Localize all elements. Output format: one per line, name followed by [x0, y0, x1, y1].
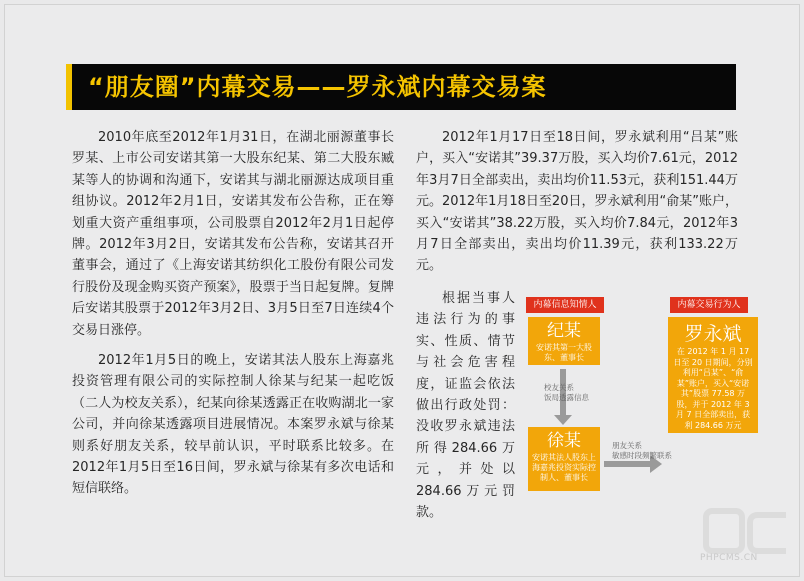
ji-name: 纪某: [547, 321, 581, 341]
xu-desc: 安诺其法人股东上海嘉兆投资实际控制人、董事长: [532, 453, 596, 482]
paragraph-penalty: 根据当事人违法行为的事实、性质、情节与社会危害程度，证监会依法做出行政处罚：没收罗永斌违法所得284.66万元，并处以284.66万元罚款。: [416, 291, 515, 521]
luo-name: 罗永斌: [684, 323, 742, 345]
luo-box: [668, 317, 758, 433]
paragraph-dinner: 2012年1月5日的晚上，安诺其法人股东上海嘉兆投资管理有限公司的实际控制人徐某与纪某一起吃饭（二人为校友关系），纪某向徐某透露正在收购湖北一家公司，并向徐某透露项目进展情况。本案罗永斌与徐某则系好朋友关系，较早前认识，平时联系比较多。在2012年1月5日至16日间，罗永斌与徐某有多次电话和短信联络。: [72, 353, 394, 497]
title-bar: [66, 64, 736, 110]
trader-tag: 内幕交易行为人: [670, 297, 748, 313]
paragraph-trading: 2012年1月17日至18日间，罗永斌利用“吕某”账户，买入“安诺其”39.37万股，买入均价7.61元，2012年3月7日全部卖出，卖出均价11.53元，获利151.44万元。2012年1月18日至20日，罗永斌利用“俞某”账户，买入“安诺其”38.22万股，买入均价7.84元，2012年3月7日全部卖出，卖出均价11.39元，获利133.22万元。: [416, 130, 738, 274]
ji-desc: 安诺其第一大股东、董事长: [536, 343, 592, 362]
title-accent-stripe: [66, 64, 72, 110]
insider-tag: 内幕信息知情人: [526, 297, 604, 313]
page-title: “朋友圈”内幕交易——罗永斌内幕交易案: [88, 73, 547, 101]
paragraph-background: 2010年底至2012年1月31日，在湖北丽源董事长罗某、上市公司安诺其第一大股东纪某、第二大股东臧某等人的协调和沟通下，安诺其与湖北丽源达成项目重组协议。2012年2月1日，安诺其发布公告称，正在筹划重大资产重组事项，公司股票自2012年2月1日起停牌。2012年3月2日，安诺其发布公告称，安诺其召开董事会，通过了《上海安诺其纺织化工股份有限公司发行股份及现金购买资产预案》，股票于当日起复牌。复牌后安诺其股票于2012年3月2日、3月5日至7日连续4个交易日涨停。: [72, 130, 394, 338]
friend-relation-label: [612, 441, 684, 461]
schoolmate-relation-text: 校友关系 饭局透露信息: [544, 383, 589, 402]
luo-desc: 在 2012 年 1 月 17 日至 20 日期间，分别利用“吕某”、“俞某”账户，买入“安诺其”股票 77.58 万股，并于 2012 年 3 月 7 日全部卖出，获利 284.66 万元: [673, 347, 753, 430]
watermark-text: PHPCMS.CN: [700, 553, 758, 563]
schoolmate-relation-label: [544, 383, 614, 403]
relationship-diagram: [524, 295, 794, 505]
xu-box: [528, 427, 600, 491]
friend-relation-text: 朋友关系 敏感时段频繁联系: [612, 441, 672, 460]
ji-box: [528, 317, 600, 365]
xu-name: 徐某: [547, 431, 581, 451]
